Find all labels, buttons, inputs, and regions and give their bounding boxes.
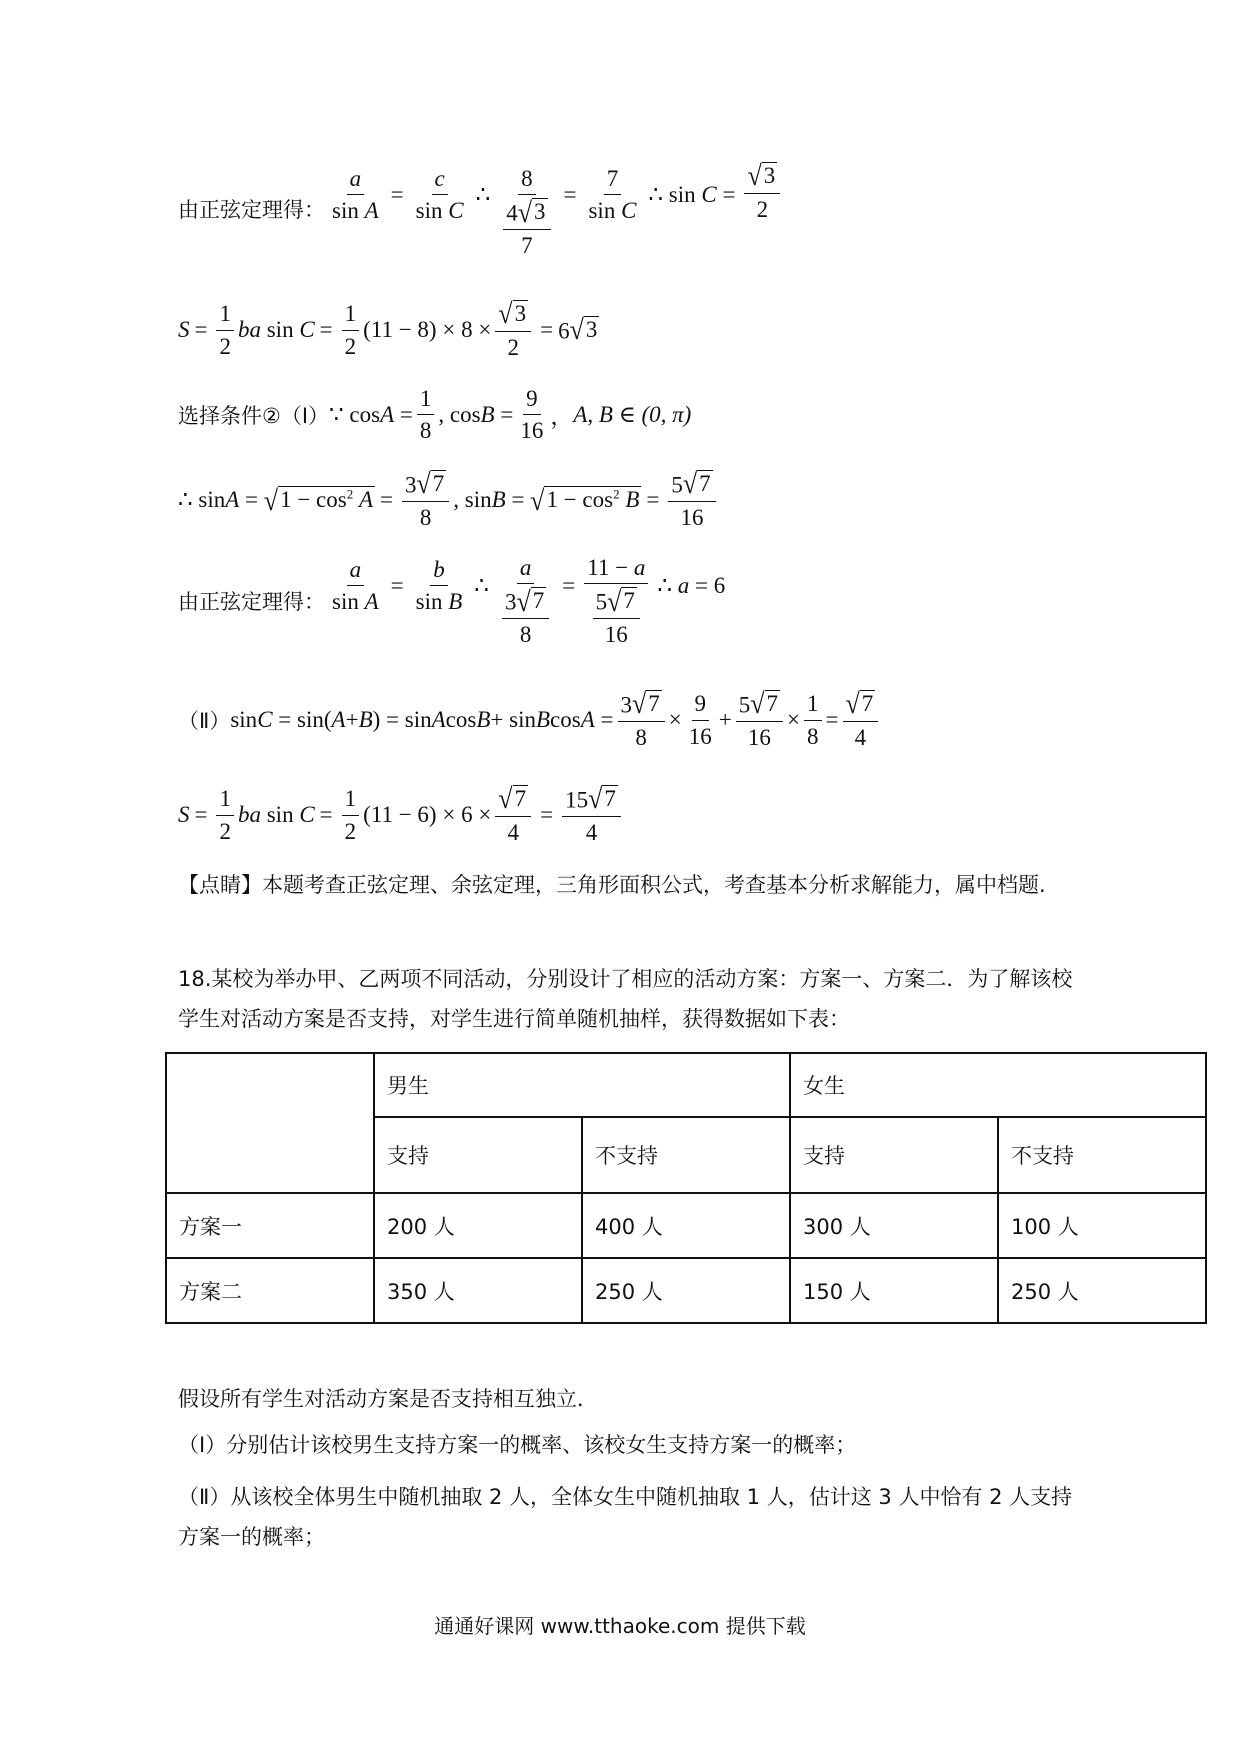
equation-sine-law-2: 由正弦定理得： $\frac{a}{\text{sin A}}$ = $\frac{b}{\text{sin B}}$ ∴ a 3 √ 7 8 = 11 − a 5 √ 7 16 ∴ a = 6 [178,555,726,648]
table-cell: 350 人 [374,1258,582,1323]
equation-area-1: S = $\frac{1}{2}$ ba sin C = $\frac{1}{2}$ (11 − 8) × 8 × √ 3 2 = 6 √ 3 [178,297,598,360]
cosB-den: 16 [520,418,544,444]
part-2-label: （Ⅱ） [178,709,231,734]
equation-sine-law-1: 由正弦定理得： $\frac{a}{\text{sin A}}$ = $\frac{c}{\text{sin C}}$ ∴ 8 4 √ 3 7 = $\frac{7}{\text{sin C}}$ ∴ sin C = √ 3 2 [178,160,784,258]
table-cell: 250 人 [582,1258,790,1323]
survey-table [165,1052,1207,1324]
footer-text: 通通好课网 www.tthaoke.com 提供下载 [434,1614,806,1638]
table-cell: 400 人 [582,1193,790,1258]
condition-2-label: 选择条件②（Ⅰ） [178,403,330,428]
table-cell: 100 人 [998,1193,1206,1258]
table-cell: 300 人 [790,1193,998,1258]
header-female: 女生 [790,1053,1206,1117]
equation-sinC: （Ⅱ） sin C = sin( A + B ) = sin A cos B + sin B cos A = 3 √ 7 8 × $\frac{9}{16}$ + 5 √ 7 16 × $\frac{1}{8}$ = √ 7 4 [178,690,882,750]
header-female-support: 支持 [790,1117,998,1193]
equation-condition-2: 选择条件②（Ⅰ） ∵ cos A = $\frac{1}{8}$ , cos B = $\frac{9}{16}$ ， A, B ∈ (0, π) [178,386,692,444]
row-label: 方案一 [166,1193,374,1258]
row-label: 方案二 [166,1258,374,1323]
sine-law-label: 由正弦定理得： [178,198,325,223]
sine-law-label-2: 由正弦定理得： [178,590,325,615]
table-cell: 250 人 [998,1258,1206,1323]
assumption-text: 假设所有学生对活动方案是否支持相互独立． [178,1387,598,1411]
table-corner-cell [166,1053,374,1193]
header-male-support: 支持 [374,1117,582,1193]
header-male: 男生 [374,1053,790,1117]
question-18-part-1: （Ⅰ）分别估计该校男生支持方案一的概率、该校女生支持方案一的概率； [178,1433,857,1457]
header-male-not-support: 不支持 [582,1117,790,1193]
table-cell: 200 人 [374,1193,582,1258]
comment-paragraph: 【点睛】本题考查正弦定理、余弦定理，三角形面积公式，考查基本分析求解能力，属中档题. [178,873,1046,897]
table-row [166,1258,1206,1323]
cosB-num: 9 [523,386,541,415]
header-female-not-support: 不支持 [998,1117,1206,1193]
question-18-text: 18.某校为举办甲、乙两项不同活动，分别设计了相应的活动方案：方案一、方案二．为了解该校学生对活动方案是否支持，对学生进行简单随机抽样，获得数据如下表： [178,967,1073,1031]
cosA-den: 8 [419,418,432,444]
equation-sinA-sinB: ∴ sin A = √ $1 - \cos^2 A$ = 3 √ 7 8 , sin B = √ $1 - \cos^2 B$ = 5 √ 7 16 [178,470,720,530]
equation-area-2: S = $\frac{1}{2}$ ba sin C = $\frac{1}{2}$ (11 − 6) × 6 × √ 7 4 = 15 √ 7 4 [178,785,625,845]
table-cell: 150 人 [790,1258,998,1323]
table-row [166,1193,1206,1258]
question-18-part-2: （Ⅱ）从该校全体男生中随机抽取 2 人，全体女生中随机抽取 1 人，估计这 3 人中恰有 2 人支持方案一的概率； [178,1485,1073,1549]
table-header-row-1 [166,1053,1206,1117]
domain-text: A, B ∈ (0, π) [573,401,692,427]
